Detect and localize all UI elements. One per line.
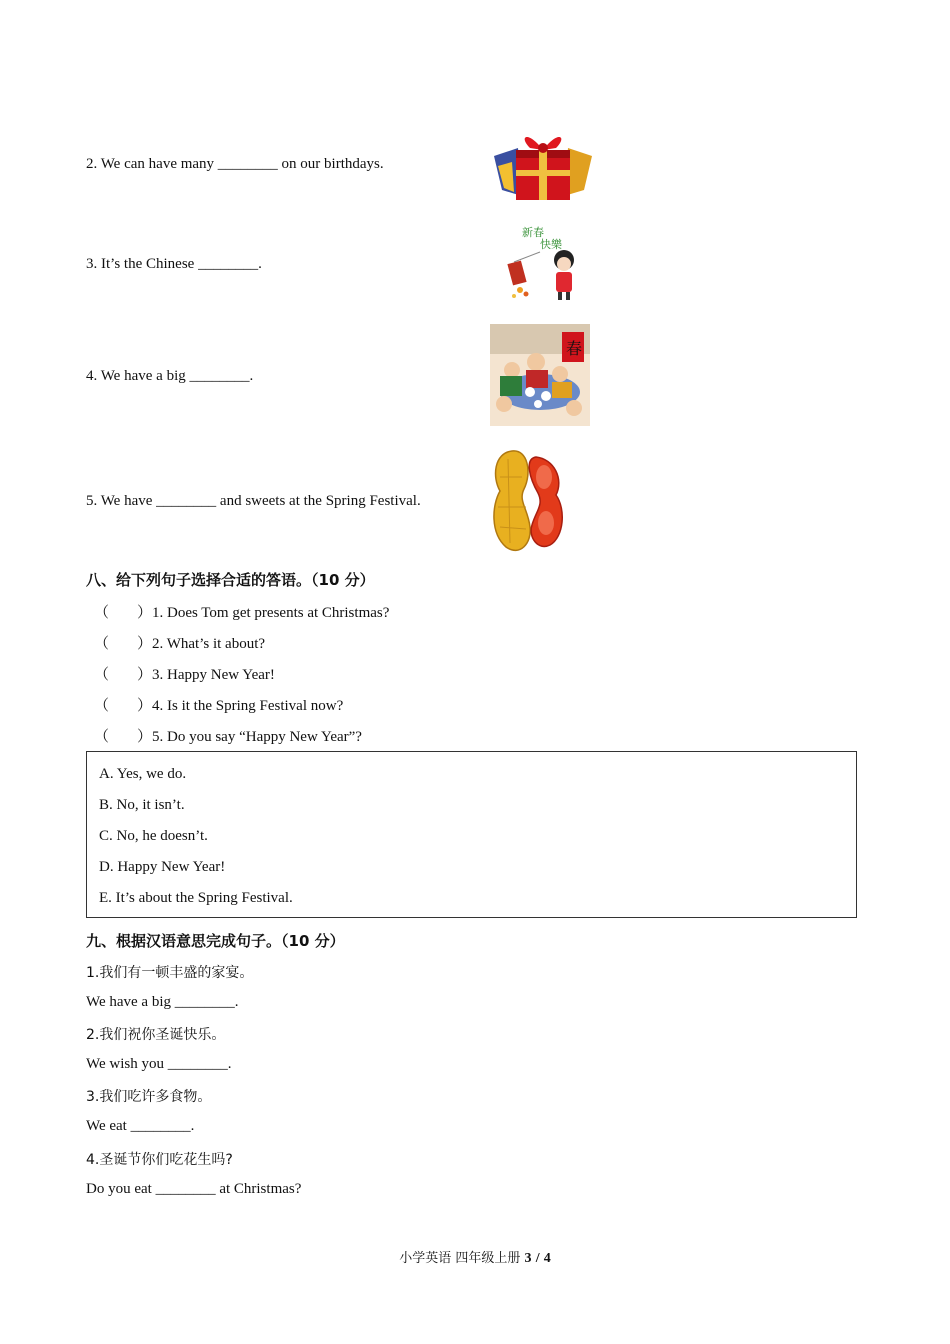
- answer-blank-5[interactable]: （ ）: [94, 729, 153, 745]
- translation-prompt-1: 1.我们有一顿丰盛的家宴。: [86, 965, 254, 981]
- fill-item-2: 2. We can have many ________ on our birthdays.: [86, 156, 384, 172]
- answer-blank-1[interactable]: （ ）: [94, 605, 153, 621]
- kuaile-text: 快樂: [540, 238, 562, 251]
- translation-answer-1[interactable]: We have a big ________.: [86, 994, 239, 1010]
- question-text-3: 3. Happy New Year!: [152, 667, 275, 683]
- question-text-5: 5. Do you say “Happy New Year”?: [152, 729, 362, 745]
- option-c: C. No, he doesn’t.: [99, 828, 208, 844]
- page-footer: [0, 1247, 950, 1267]
- option-d: D. Happy New Year!: [99, 859, 226, 875]
- answer-blank-4[interactable]: （ ）: [94, 698, 153, 714]
- translation-answer-3[interactable]: We eat ________.: [86, 1118, 195, 1134]
- translation-prompt-2: 2.我们祝你圣诞快乐。: [86, 1027, 226, 1043]
- option-b: B. No, it isn’t.: [99, 797, 185, 813]
- page-total: 4: [543, 1251, 551, 1266]
- translation-answer-4[interactable]: Do you eat ________ at Christmas?: [86, 1181, 302, 1197]
- fill-item-5: 5. We have ________ and sweets at the Spring Festival.: [86, 493, 421, 509]
- section8-heading: 八、给下列句子选择合适的答语。（10 分）: [86, 571, 375, 589]
- option-a: A. Yes, we do.: [99, 766, 187, 782]
- question-row-3: [94, 663, 275, 684]
- question-row-2: [94, 632, 265, 653]
- footer-label: 小学英语 四年级上册: [399, 1251, 521, 1266]
- translation-answer-2[interactable]: We wish you ________.: [86, 1056, 232, 1072]
- chun-text: 春: [566, 339, 583, 358]
- section9-heading: 九、根据汉语意思完成句子。（10 分）: [86, 932, 345, 950]
- question-text-4: 4. Is it the Spring Festival now?: [152, 698, 344, 714]
- gift-box-icon: [492, 126, 594, 202]
- spring-festival-girl-icon: [500, 222, 588, 304]
- translation-prompt-4: 4.圣诞节你们吃花生吗?: [86, 1152, 233, 1168]
- question-row-4: [94, 694, 343, 715]
- xinchun-text: 新春: [522, 226, 544, 239]
- answer-blank-2[interactable]: （ ）: [94, 636, 153, 652]
- family-dinner-icon: [490, 324, 590, 426]
- fill-item-4: 4. We have a big ________.: [86, 368, 254, 384]
- page-number: 3: [524, 1251, 532, 1266]
- translation-prompt-3: 3.我们吃许多食物。: [86, 1089, 212, 1105]
- fill-item-3: 3. It’s the Chinese ________.: [86, 256, 262, 272]
- question-row-5: [94, 725, 362, 746]
- question-text-1: 1. Does Tom get presents at Christmas?: [152, 605, 390, 621]
- answer-blank-3[interactable]: （ ）: [94, 667, 153, 683]
- answer-options-box: [86, 751, 857, 918]
- option-e: E. It’s about the Spring Festival.: [99, 890, 293, 906]
- question-text-2: 2. What’s it about?: [152, 636, 266, 652]
- peanut-icon: [488, 447, 568, 557]
- question-row-1: [94, 601, 389, 622]
- page-separator: /: [535, 1251, 540, 1266]
